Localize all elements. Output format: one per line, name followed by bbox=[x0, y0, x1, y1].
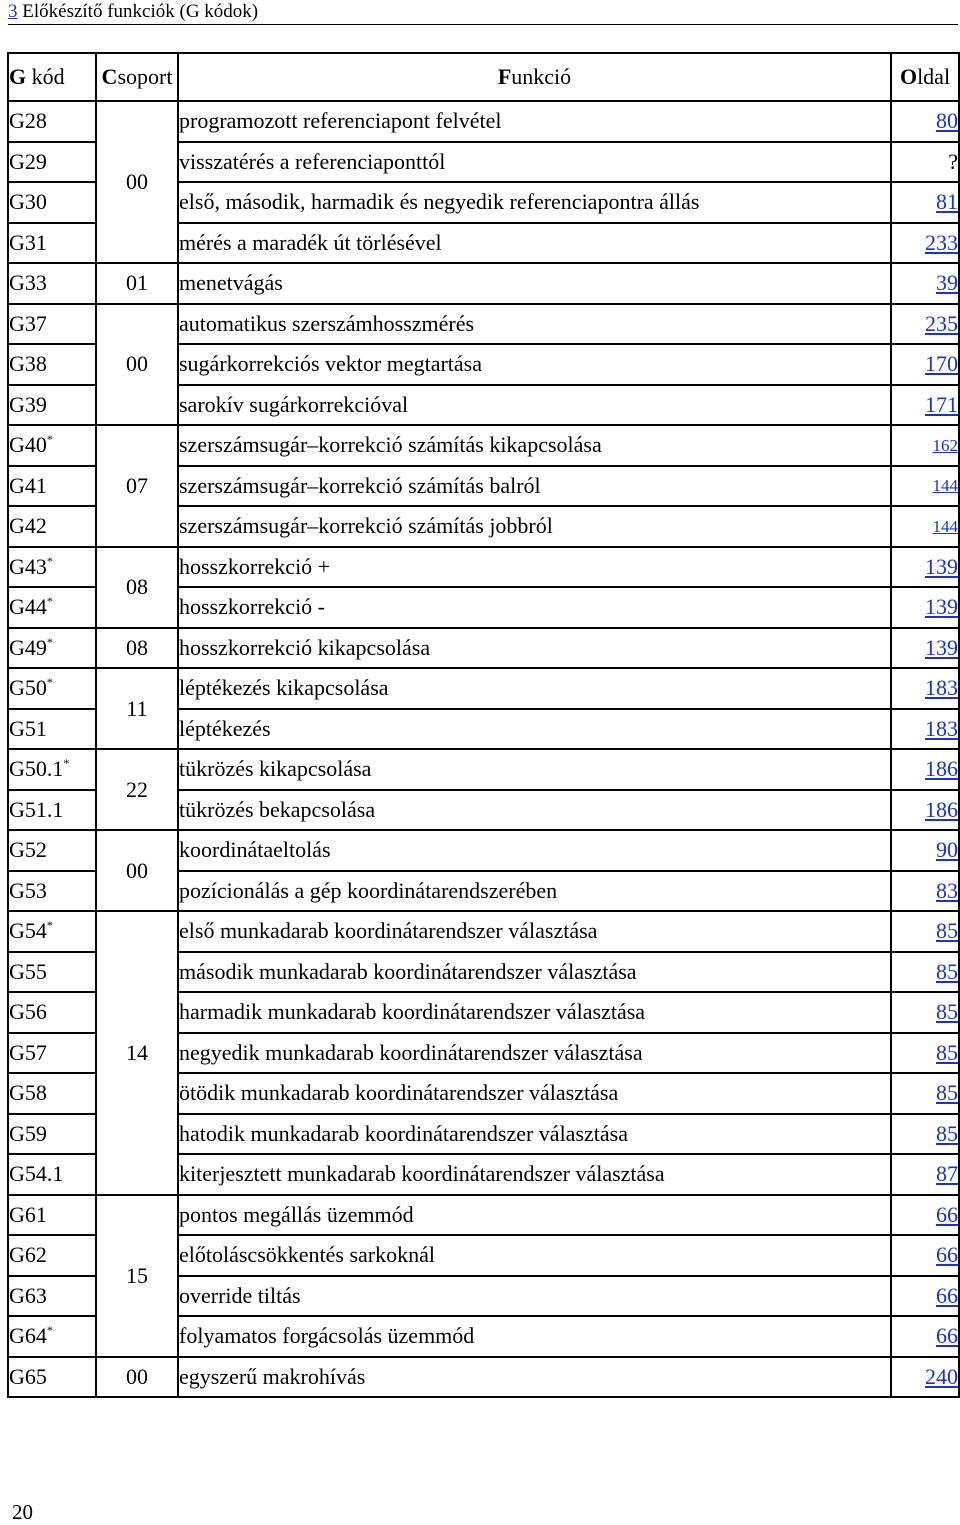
gcode-cell: G53 bbox=[8, 871, 96, 912]
page-cell bbox=[891, 223, 959, 264]
section-number-link[interactable]: 3 bbox=[8, 1, 18, 22]
page-link[interactable]: 85 bbox=[936, 999, 958, 1025]
page-cell bbox=[891, 425, 959, 466]
table-row bbox=[8, 547, 959, 588]
function-cell: sugárkorrekciós vektor megtartása bbox=[178, 344, 891, 385]
page-link[interactable]: 139 bbox=[925, 634, 958, 660]
gcode-cell: G52 bbox=[8, 830, 96, 871]
page-cell bbox=[891, 1357, 959, 1398]
table-row bbox=[8, 749, 959, 790]
page-link[interactable]: 139 bbox=[925, 553, 958, 579]
page-cell bbox=[891, 992, 959, 1033]
table-row bbox=[8, 263, 959, 304]
gcode-cell: G54.1 bbox=[8, 1154, 96, 1195]
page-cell bbox=[891, 668, 959, 709]
default-marker: * bbox=[46, 1323, 53, 1338]
page-link[interactable]: 144 bbox=[932, 516, 958, 536]
table-row bbox=[8, 1357, 959, 1398]
function-cell: ötödik munkadarab koordinátarendszer választása bbox=[178, 1073, 891, 1114]
function-cell: hosszkorrekció kikapcsolása bbox=[178, 628, 891, 669]
function-cell: kiterjesztett munkadarab koordinátarendszer választása bbox=[178, 1154, 891, 1195]
section-header bbox=[8, 0, 958, 25]
page-cell: ? bbox=[891, 142, 959, 183]
default-marker: * bbox=[46, 594, 53, 609]
function-cell: tükrözés bekapcsolása bbox=[178, 790, 891, 831]
function-cell: harmadik munkadarab koordinátarendszer választása bbox=[178, 992, 891, 1033]
page-link[interactable]: 240 bbox=[925, 1363, 958, 1389]
page-link[interactable]: 90 bbox=[936, 837, 958, 863]
gcode-table bbox=[7, 52, 960, 1398]
group-cell: 11 bbox=[96, 668, 178, 749]
gcode-cell: G49* bbox=[8, 628, 96, 669]
table-row bbox=[8, 101, 959, 142]
gcode-cell: G54* bbox=[8, 911, 96, 952]
page-cell bbox=[891, 1033, 959, 1074]
function-cell: előtoláscsökkentés sarkoknál bbox=[178, 1235, 891, 1276]
group-cell: 08 bbox=[96, 547, 178, 628]
group-cell: 22 bbox=[96, 749, 178, 830]
page-cell bbox=[891, 1316, 959, 1357]
page-link[interactable]: 66 bbox=[936, 1282, 958, 1308]
table-row bbox=[8, 628, 959, 669]
gcode-cell: G59 bbox=[8, 1114, 96, 1155]
table-row bbox=[8, 668, 959, 709]
header-function: Funkció bbox=[178, 53, 891, 101]
page-link[interactable]: 66 bbox=[936, 1201, 958, 1227]
gcode-cell: G55 bbox=[8, 952, 96, 993]
function-cell: hosszkorrekció - bbox=[178, 587, 891, 628]
page-number: 20 bbox=[12, 1500, 33, 1524]
page-cell bbox=[891, 1195, 959, 1236]
page-cell bbox=[891, 466, 959, 507]
page-cell bbox=[891, 1073, 959, 1114]
table-header-row bbox=[8, 53, 959, 101]
group-cell: 01 bbox=[96, 263, 178, 304]
function-cell: koordinátaeltolás bbox=[178, 830, 891, 871]
page-link[interactable]: 170 bbox=[925, 351, 958, 377]
gcode-cell: G65 bbox=[8, 1357, 96, 1398]
page-cell bbox=[891, 506, 959, 547]
function-cell: programozott referenciapont felvétel bbox=[178, 101, 891, 142]
function-cell: hatodik munkadarab koordinátarendszer választása bbox=[178, 1114, 891, 1155]
page-cell bbox=[891, 101, 959, 142]
page-cell bbox=[891, 1276, 959, 1317]
gcode-cell: G64* bbox=[8, 1316, 96, 1357]
gcode-cell: G50* bbox=[8, 668, 96, 709]
gcode-cell: G43* bbox=[8, 547, 96, 588]
table-row bbox=[8, 304, 959, 345]
group-cell: 00 bbox=[96, 830, 178, 911]
page-link[interactable]: 66 bbox=[936, 1323, 958, 1349]
gcode-cell: G41 bbox=[8, 466, 96, 507]
group-cell: 07 bbox=[96, 425, 178, 547]
default-marker: * bbox=[46, 553, 53, 568]
gcode-cell: G50.1* bbox=[8, 749, 96, 790]
table-row bbox=[8, 830, 959, 871]
section-title: Előkészítő funkciók (G kódok) bbox=[22, 1, 259, 22]
page-cell bbox=[891, 304, 959, 345]
function-cell: pozícionálás a gép koordinátarendszerében bbox=[178, 871, 891, 912]
page-link[interactable]: 183 bbox=[925, 675, 958, 701]
function-cell: egyszerű makrohívás bbox=[178, 1357, 891, 1398]
table-row bbox=[8, 425, 959, 466]
header-page: Oldal bbox=[891, 53, 959, 101]
table-row bbox=[8, 1195, 959, 1236]
group-cell: 08 bbox=[96, 628, 178, 669]
gcode-cell: G42 bbox=[8, 506, 96, 547]
gcode-cell: G30 bbox=[8, 182, 96, 223]
table-row bbox=[8, 911, 959, 952]
default-marker: * bbox=[46, 634, 53, 649]
gcode-cell: G57 bbox=[8, 1033, 96, 1074]
default-marker: * bbox=[46, 918, 53, 933]
gcode-cell: G31 bbox=[8, 223, 96, 264]
page-cell bbox=[891, 1235, 959, 1276]
page-link[interactable]: 85 bbox=[936, 958, 958, 984]
page-cell bbox=[891, 952, 959, 993]
function-cell: menetvágás bbox=[178, 263, 891, 304]
function-cell: automatikus szerszámhosszmérés bbox=[178, 304, 891, 345]
page-link[interactable]: 81 bbox=[936, 189, 958, 215]
function-cell: második munkadarab koordinátarendszer választása bbox=[178, 952, 891, 993]
gcode-cell: G63 bbox=[8, 1276, 96, 1317]
group-cell: 14 bbox=[96, 911, 178, 1195]
page-cell bbox=[891, 911, 959, 952]
default-marker: * bbox=[63, 756, 70, 771]
gcode-cell: G40* bbox=[8, 425, 96, 466]
page-link[interactable]: 87 bbox=[936, 1161, 958, 1187]
page-link[interactable]: 233 bbox=[925, 229, 958, 255]
default-marker: * bbox=[46, 432, 53, 447]
page-cell bbox=[891, 790, 959, 831]
page-cell bbox=[891, 182, 959, 223]
page-cell bbox=[891, 344, 959, 385]
gcode-cell: G33 bbox=[8, 263, 96, 304]
page-link[interactable]: 144 bbox=[932, 476, 958, 496]
gcode-cell: G58 bbox=[8, 1073, 96, 1114]
page-link[interactable]: 186 bbox=[925, 796, 958, 822]
page-cell bbox=[891, 547, 959, 588]
function-cell: szerszámsugár–korrekció számítás kikapcsolása bbox=[178, 425, 891, 466]
group-cell: 00 bbox=[96, 1357, 178, 1398]
function-cell: folyamatos forgácsolás üzemmód bbox=[178, 1316, 891, 1357]
page-link[interactable]: 235 bbox=[925, 310, 958, 336]
page-link[interactable]: 139 bbox=[925, 594, 958, 620]
gcode-cell: G37 bbox=[8, 304, 96, 345]
page-link[interactable]: 66 bbox=[936, 1242, 958, 1268]
page-link[interactable]: 183 bbox=[925, 715, 958, 741]
page-link[interactable]: 85 bbox=[936, 1039, 958, 1065]
function-cell: visszatérés a referenciaponttól bbox=[178, 142, 891, 183]
page-cell bbox=[891, 871, 959, 912]
function-cell: mérés a maradék út törlésével bbox=[178, 223, 891, 264]
page-cell bbox=[891, 709, 959, 750]
page-cell bbox=[891, 830, 959, 871]
gcode-cell: G38 bbox=[8, 344, 96, 385]
function-cell: override tiltás bbox=[178, 1276, 891, 1317]
group-cell: 00 bbox=[96, 304, 178, 426]
page-cell bbox=[891, 628, 959, 669]
gcode-cell: G28 bbox=[8, 101, 96, 142]
function-cell: léptékezés kikapcsolása bbox=[178, 668, 891, 709]
function-cell: szerszámsugár–korrekció számítás balról bbox=[178, 466, 891, 507]
header-gcode: G kód bbox=[8, 53, 96, 101]
page-link[interactable]: 83 bbox=[936, 877, 958, 903]
function-cell: léptékezés bbox=[178, 709, 891, 750]
gcode-cell: G56 bbox=[8, 992, 96, 1033]
function-cell: negyedik munkadarab koordinátarendszer választása bbox=[178, 1033, 891, 1074]
gcode-cell: G51 bbox=[8, 709, 96, 750]
default-marker: * bbox=[46, 675, 53, 690]
group-cell: 00 bbox=[96, 101, 178, 263]
page-cell bbox=[891, 1154, 959, 1195]
page-link[interactable]: 39 bbox=[936, 270, 958, 296]
function-cell: első, második, harmadik és negyedik referenciapontra állás bbox=[178, 182, 891, 223]
page-link[interactable]: 85 bbox=[936, 1080, 958, 1106]
page-cell bbox=[891, 385, 959, 426]
function-cell: tükrözés kikapcsolása bbox=[178, 749, 891, 790]
header-group: Csoport bbox=[96, 53, 178, 101]
function-cell: első munkadarab koordinátarendszer választása bbox=[178, 911, 891, 952]
page-link[interactable]: 85 bbox=[936, 918, 958, 944]
function-cell: szerszámsugár–korrekció számítás jobbról bbox=[178, 506, 891, 547]
function-cell: hosszkorrekció + bbox=[178, 547, 891, 588]
page-link[interactable]: 85 bbox=[936, 1120, 958, 1146]
gcode-cell: G61 bbox=[8, 1195, 96, 1236]
function-cell: pontos megállás üzemmód bbox=[178, 1195, 891, 1236]
page-link[interactable]: 171 bbox=[925, 391, 958, 417]
page-cell bbox=[891, 1114, 959, 1155]
page-link[interactable]: 162 bbox=[932, 435, 958, 455]
page-link[interactable]: 80 bbox=[936, 108, 958, 134]
gcode-cell: G62 bbox=[8, 1235, 96, 1276]
gcode-cell: G44* bbox=[8, 587, 96, 628]
page-cell bbox=[891, 263, 959, 304]
gcode-cell: G51.1 bbox=[8, 790, 96, 831]
page-link[interactable]: 186 bbox=[925, 756, 958, 782]
page-cell bbox=[891, 749, 959, 790]
gcode-cell: G39 bbox=[8, 385, 96, 426]
function-cell: sarokív sugárkorrekcióval bbox=[178, 385, 891, 426]
page-cell bbox=[891, 587, 959, 628]
group-cell: 15 bbox=[96, 1195, 178, 1357]
gcode-cell: G29 bbox=[8, 142, 96, 183]
